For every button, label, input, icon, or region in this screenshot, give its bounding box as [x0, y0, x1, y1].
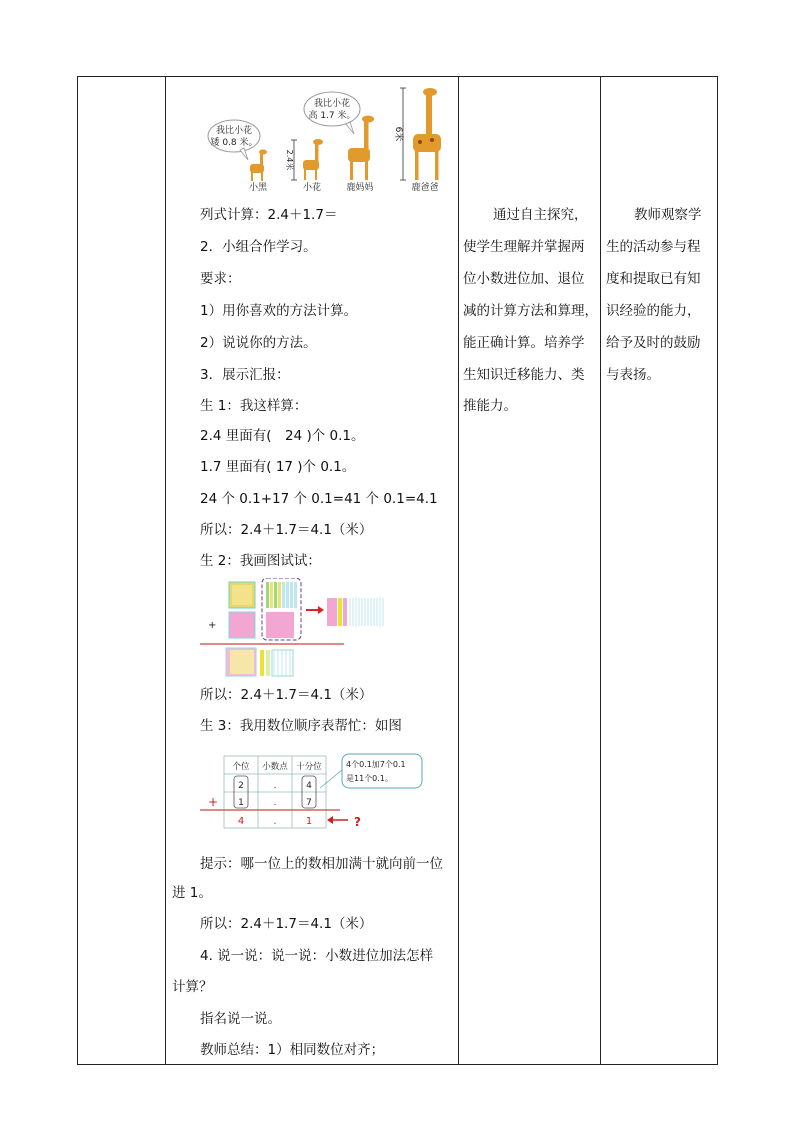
bubble-left-line1: 我比小花 — [215, 126, 253, 136]
text-line: 所以：2.4＋1.7＝4.1（米） — [200, 522, 373, 538]
goal-text: 通过自主探究， — [493, 207, 588, 223]
header-ones: 个位 — [232, 762, 250, 772]
text-line: 指名说一说。 — [200, 1011, 281, 1027]
text-line: 24 个 0.1+17 个 0.1=41 个 0.1=4.1 — [200, 491, 438, 507]
bubble-right-line1: 我比小花 — [313, 99, 351, 109]
measure-xiaohua: 2.4米 — [285, 149, 294, 171]
bubble-left-line2: 矮 0.8 米。 — [210, 138, 258, 148]
giraffe-mom — [348, 116, 374, 181]
text-line: 所以：2.4＋1.7＝4.1（米） — [200, 687, 373, 703]
cell-2: 2 — [238, 781, 244, 791]
name-xiaohua: 小花 — [302, 183, 322, 193]
cell-1: 1 — [238, 798, 244, 808]
column-divider — [458, 77, 459, 1064]
text-line: 1.7 里面有( 17 )个 0.1。 — [200, 459, 356, 475]
question-mark: ? — [354, 815, 361, 829]
column-divider — [600, 77, 601, 1064]
text-line: 所以：2.4＋1.7＝4.1（米） — [200, 916, 373, 932]
goal-text: 生知识迁移能力、类 — [463, 367, 585, 383]
plus-sign: + — [208, 795, 219, 809]
text-line: 2）说说你的方法。 — [200, 335, 317, 351]
text-line: 进 1。 — [172, 885, 212, 901]
cell-dot2: . — [273, 798, 277, 808]
strips-top — [266, 582, 297, 608]
text-line: 教师总结：1）相同数位对齐； — [200, 1042, 385, 1058]
note-line2: 是11个0.1。 — [346, 774, 393, 783]
goal-text: 使学生理解并掌握两 — [463, 239, 585, 255]
text-line: 3．展示汇报： — [200, 367, 290, 383]
cell-7: 7 — [306, 798, 312, 808]
cell-4: 4 — [306, 781, 312, 791]
goal-text: 减的计算方法和算理， — [463, 303, 598, 319]
text-line: 计算？ — [172, 979, 213, 995]
eval-text: 度和提取已有知 — [606, 271, 701, 287]
text-line: 生 2：我画图试试： — [200, 553, 321, 569]
text-line: 4. 说一说：说一说：小数进位加法怎样 — [200, 948, 434, 964]
cell-dot1: . — [273, 781, 277, 791]
header-point: 小数点 — [262, 762, 288, 772]
giraffe-dad — [413, 88, 441, 180]
eval-text: 与表扬。 — [606, 367, 660, 383]
giraffe-xiaohei — [250, 150, 267, 182]
measure-dad: 6米 — [393, 126, 403, 142]
eval-text: 生的活动参与程 — [606, 239, 701, 255]
text-line: 列式计算：2.4＋1.7＝ — [200, 207, 338, 223]
goal-text: 推能力。 — [463, 398, 517, 414]
text-line: 要求： — [200, 271, 241, 287]
result-dot: . — [273, 816, 277, 827]
eval-text: 教师观察学 — [634, 207, 702, 223]
plus-sign: + — [208, 620, 217, 631]
eval-text: 识经验的能力， — [606, 303, 701, 319]
bubble-right-line2: 高 1.7 米。 — [308, 111, 356, 121]
text-line: 生 1：我这样算： — [200, 398, 308, 414]
goal-text: 位小数进位加、退位 — [463, 271, 585, 287]
place-value-table — [200, 748, 430, 834]
text-line: 2.4 里面有( 24 )个 0.1。 — [200, 428, 365, 444]
lesson-table — [77, 76, 718, 1065]
column-divider — [165, 77, 166, 1064]
text-line: 2．小组合作学习。 — [200, 239, 317, 255]
text-line: 生 3：我用数位顺序表帮忙：如图 — [200, 718, 402, 734]
text-line: 1）用你喜欢的方法计算。 — [200, 303, 358, 319]
giraffe-illustration — [200, 82, 450, 198]
name-xiaohei: 小黑 — [248, 183, 268, 193]
text-line: 提示：哪一位上的数相加满十就向前一位 — [200, 856, 443, 872]
name-dad: 鹿爸爸 — [411, 183, 439, 193]
goal-text: 能正确计算。培养学 — [463, 335, 585, 351]
note-line1: 4个0.1加7个0.1 — [346, 760, 406, 769]
result-4: 4 — [237, 816, 245, 827]
name-mom: 鹿妈妈 — [346, 183, 374, 193]
grid-diagram — [200, 578, 390, 680]
header-tenths: 十分位 — [296, 762, 322, 772]
eval-text: 给予及时的鼓励 — [606, 335, 701, 351]
result-1: 1 — [305, 816, 313, 827]
giraffe-xiaohua — [303, 139, 323, 180]
